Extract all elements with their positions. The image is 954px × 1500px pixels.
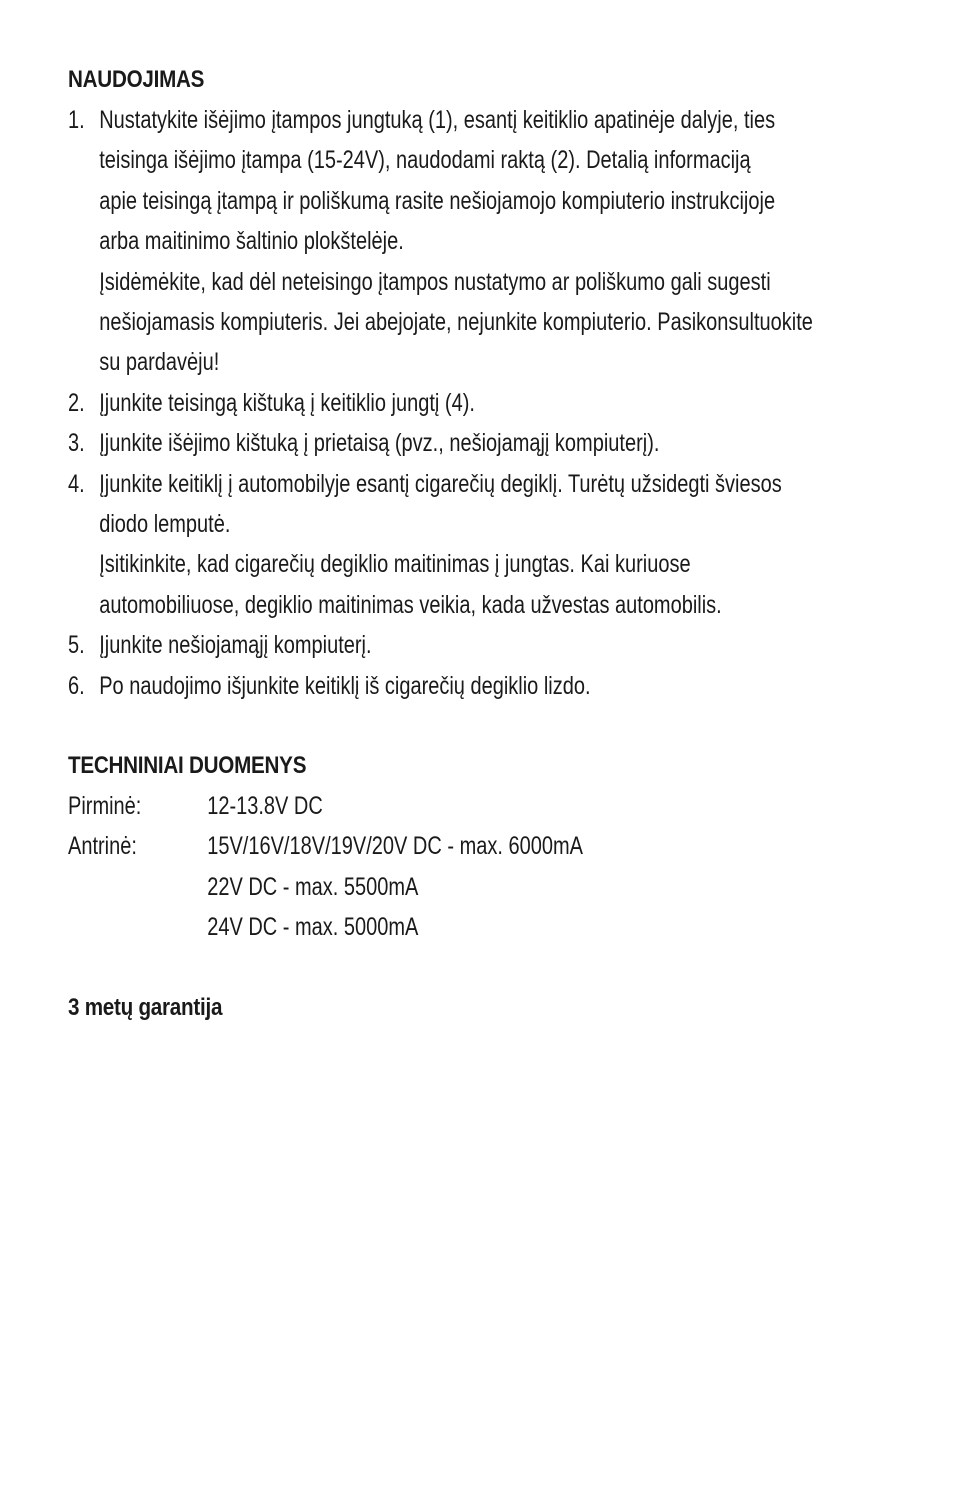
spec-label: Antrinė: bbox=[68, 832, 137, 861]
step-text-line: apie teisingą įtampą ir poliškumą rasite nešiojamojo kompiuterio instrukcijoje bbox=[99, 186, 776, 215]
step-number: 4. bbox=[68, 469, 85, 498]
document-page bbox=[68, 60, 908, 1028]
spec-value: 15V/16V/18V/19V/20V DC - max. 6000mA bbox=[207, 832, 583, 861]
step-number: 6. bbox=[68, 671, 85, 700]
step-paragraph bbox=[99, 464, 782, 545]
step-paragraph bbox=[99, 262, 813, 383]
step-text-line: diodo lemputė. bbox=[99, 510, 231, 539]
step-number: 1. bbox=[68, 106, 85, 134]
warranty-text: 3 metų garantija bbox=[68, 993, 223, 1021]
step-text-line: Įjunkite išėjimo kištuką į prietaisą (pvz., nešiojamąjį kompiuterį). bbox=[99, 429, 660, 458]
step-text-line: nešiojamasis kompiuteris. Jei abejojate, nejunkite kompiuterio. Pasikonsultuokite bbox=[99, 308, 813, 337]
spec-row bbox=[68, 907, 740, 947]
usage-step bbox=[68, 625, 740, 665]
spec-value: 24V DC - max. 5000mA bbox=[207, 913, 419, 942]
step-paragraph bbox=[99, 383, 740, 423]
step-number: 5. bbox=[68, 631, 85, 660]
step-number: 2. bbox=[68, 388, 85, 417]
spec-row bbox=[68, 867, 740, 907]
specs-heading: TECHNINIAI DUOMENYS bbox=[68, 752, 307, 780]
section-spacer bbox=[68, 706, 908, 746]
step-text-line: Įsitikinkite, kad cigarečių degiklio maitinimas į jungtas. Kai kuriuose bbox=[99, 550, 691, 579]
usage-step bbox=[68, 666, 740, 706]
spec-value: 12-13.8V DC bbox=[207, 792, 323, 821]
step-text-line: automobiliuose, degiklio maitinimas veikia, kada užvestas automobilis. bbox=[99, 590, 722, 619]
step-text-line: teisinga išėjimo įtampa (15-24V), naudodami raktą (2). Detalią informaciją bbox=[99, 146, 751, 175]
usage-step bbox=[68, 383, 740, 423]
step-paragraph bbox=[99, 666, 740, 706]
step-text-line: su pardavėju! bbox=[99, 348, 220, 377]
step-paragraph bbox=[99, 423, 740, 463]
step-number: 3. bbox=[68, 429, 85, 458]
spec-row bbox=[68, 786, 740, 826]
step-text-line: arba maitinimo šaltinio plokštelėje. bbox=[99, 227, 404, 256]
spec-value: 22V DC - max. 5500mA bbox=[207, 872, 419, 901]
step-paragraph bbox=[99, 625, 740, 665]
step-text-line: Įjunkite keitiklį į automobilyje esantį cigarečių degiklį. Turėtų užsidegti šviesos bbox=[99, 469, 782, 498]
usage-steps-list bbox=[68, 100, 813, 706]
step-paragraph bbox=[99, 100, 776, 262]
usage-step bbox=[68, 423, 740, 463]
step-text-line: Įsidėmėkite, kad dėl neteisingo įtampos nustatymo ar poliškumo gali sugesti bbox=[99, 267, 771, 296]
step-text-line: Įjunkite teisingą kištuką į keitiklio jungtį (4). bbox=[99, 388, 475, 417]
step-paragraph bbox=[99, 544, 740, 625]
step-text-line: Po naudojimo išjunkite keitiklį iš cigarečių degiklio lizdo. bbox=[99, 671, 591, 700]
usage-step bbox=[68, 100, 813, 383]
specs-table bbox=[68, 786, 740, 948]
usage-step bbox=[68, 464, 782, 626]
step-text-line: Nustatykite išėjimo įtampos jungtuką (1), esantį keitiklio apatinėje dalyje, ties bbox=[99, 106, 776, 134]
spec-label: Pirminė: bbox=[68, 792, 142, 821]
usage-heading: NAUDOJIMAS bbox=[68, 66, 205, 93]
section-spacer bbox=[68, 948, 908, 988]
step-text-line: Įjunkite nešiojamąjį kompiuterį. bbox=[99, 631, 372, 660]
spec-row bbox=[68, 826, 740, 866]
